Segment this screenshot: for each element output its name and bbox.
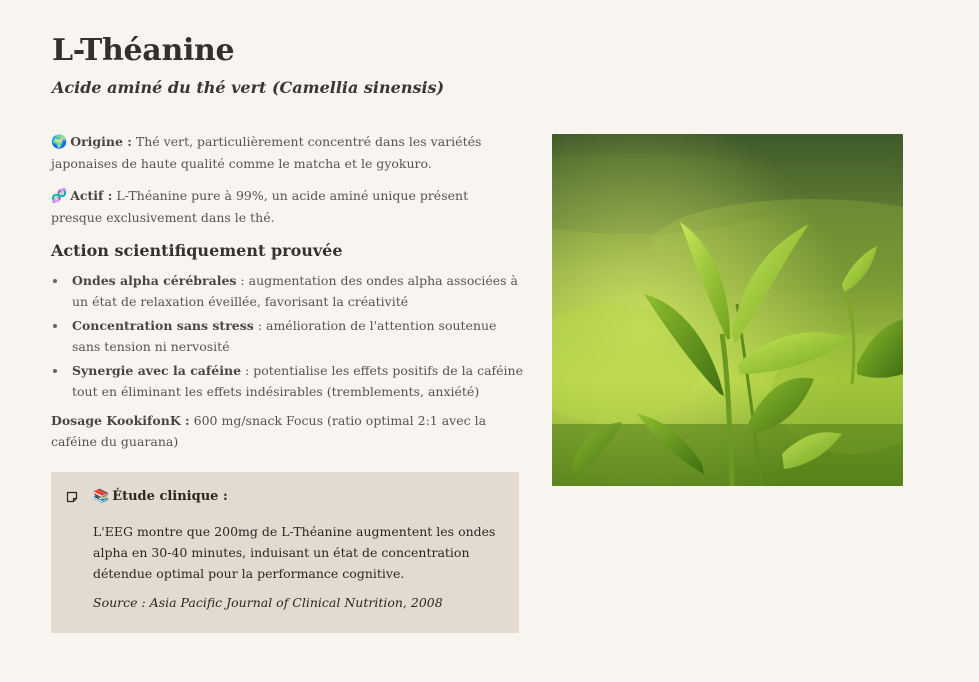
benefit-text: : amélioration de l'attention soutenue sans tension ni nervosité: [72, 318, 497, 354]
content-column: [51, 131, 523, 463]
page-title: L-Théanine: [52, 33, 235, 68]
books-icon: 📚: [93, 489, 110, 504]
dna-icon: 🧬: [51, 189, 68, 204]
dosage-paragraph: [51, 410, 523, 452]
clinical-study-callout: [51, 472, 519, 633]
origin-paragraph: [51, 131, 523, 174]
list-item: [51, 315, 523, 357]
benefit-label: Ondes alpha cérébrales: [72, 273, 237, 288]
tea-leaves-photo: [552, 134, 903, 486]
callout-body: L'EEG montre que 200mg de L-Théanine augmentent les ondes alpha en 30-40 minutes, induisant un état de concentration détendue optimal pour la performance cognitive.: [93, 524, 496, 581]
callout-title: [93, 489, 228, 504]
active-text: L-Théanine pure à 99%, un acide aminé unique présent presque exclusivement dans le thé.: [51, 188, 469, 225]
note-icon: [66, 491, 78, 503]
active-paragraph: [51, 185, 523, 228]
list-item: [51, 270, 523, 312]
benefit-text: : augmentation des ondes alpha associées à un état de relaxation éveillée, favorisant la créativité: [72, 273, 518, 309]
benefit-label: Concentration sans stress: [72, 318, 254, 333]
active-label: Actif :: [70, 188, 113, 203]
benefit-text: : potentialise les effets positifs de la caféine tout en éliminant les effets indésirables (tremblements, anxiété): [72, 363, 524, 399]
list-item: [51, 360, 523, 402]
tea-leaves-illustration: [552, 134, 903, 486]
origin-text: Thé vert, particulièrement concentré dans les variétés japonaises de haute qualité comme le matcha et le gyokuro.: [51, 134, 482, 171]
benefits-list: [51, 270, 523, 402]
dosage-label: Dosage KookifonK :: [51, 413, 190, 428]
callout-source: Source : Asia Pacific Journal of Clinical Nutrition, 2008: [93, 595, 443, 610]
benefit-label: Synergie avec la caféine: [72, 363, 242, 378]
page-subtitle: Acide aminé du thé vert (Camellia sinensis): [52, 78, 445, 97]
section-heading: Action scientifiquement prouvée: [51, 241, 343, 260]
callout-title-text: Étude clinique :: [112, 489, 228, 504]
dosage-text: 600 mg/snack Focus (ratio optimal 2:1 avec la caféine du guarana): [51, 413, 487, 449]
origin-label: Origine :: [70, 134, 132, 149]
globe-icon: 🌍: [51, 135, 68, 150]
